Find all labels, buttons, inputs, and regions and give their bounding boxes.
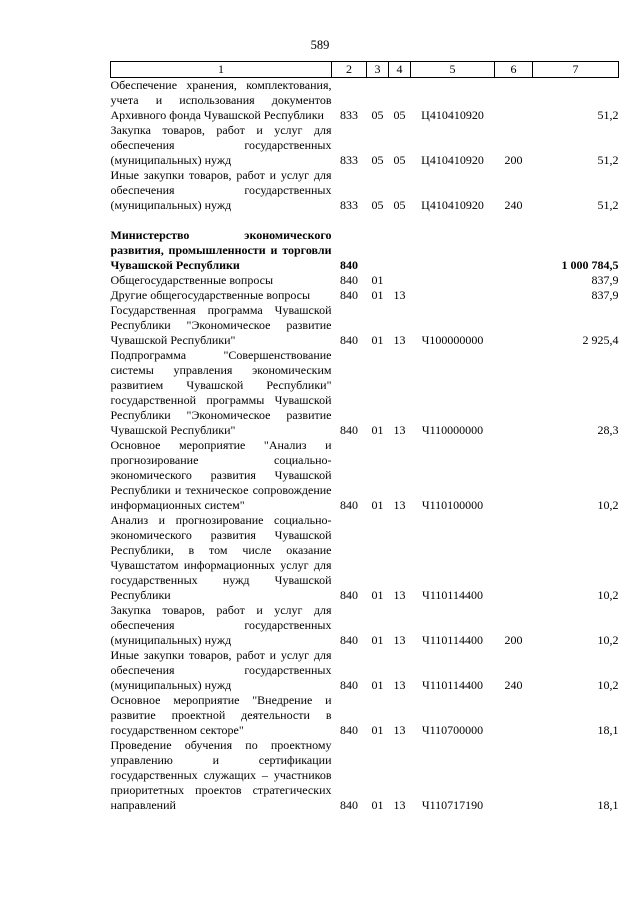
subsection-code-cell: 05 bbox=[393, 198, 406, 212]
column-header-6: 6 bbox=[495, 62, 533, 78]
column-header-3: 3 bbox=[367, 62, 389, 78]
subsection-code-cell bbox=[389, 273, 411, 288]
budget-table bbox=[110, 61, 619, 813]
amount-cell: 10,2 bbox=[597, 633, 619, 647]
spacer-row bbox=[111, 213, 619, 228]
section-code-cell: 01 bbox=[371, 798, 384, 812]
target-article-code-cell: Ч100000000 bbox=[421, 333, 484, 347]
expense-type-code-cell bbox=[495, 78, 533, 124]
expense-type-code-cell: 200 bbox=[504, 633, 523, 647]
section-code-cell: 05 bbox=[371, 153, 384, 167]
target-article-code-cell: Ч110100000 bbox=[421, 498, 484, 512]
expense-type-code-cell bbox=[495, 693, 533, 738]
subsection-code-cell: 13 bbox=[393, 498, 406, 512]
amount-cell: 51,2 bbox=[597, 108, 619, 122]
subsection-code-cell bbox=[389, 228, 411, 273]
expense-type-code-cell bbox=[495, 303, 533, 348]
item-name-cell: Основное мероприятие "Анализ и прогнозирование социально-экономического развития Чувашской Республики и техническое сопровождение информационных систем" bbox=[110, 438, 332, 512]
ministry-code-cell: 840 bbox=[340, 588, 358, 602]
amount-cell: 10,2 bbox=[597, 588, 619, 602]
ministry-code-cell: 840 bbox=[340, 723, 358, 737]
target-article-code-cell: Ч110114400 bbox=[422, 633, 483, 647]
expense-type-code-cell bbox=[495, 438, 533, 513]
item-name-cell: Министерство экономического развития, промышленности и торговли Чувашской Республики bbox=[110, 228, 332, 272]
ministry-code-cell: 833 bbox=[340, 108, 358, 122]
amount-cell: 837,9 bbox=[591, 288, 619, 302]
ministry-code-cell: 840 bbox=[340, 423, 358, 437]
subsection-code-cell: 13 bbox=[393, 588, 406, 602]
table-row bbox=[111, 648, 619, 693]
section-code-cell: 01 bbox=[371, 678, 384, 692]
ministry-code-cell: 833 bbox=[340, 198, 358, 212]
target-article-code-cell bbox=[411, 228, 495, 273]
table-header-row bbox=[111, 62, 619, 78]
ministry-code-cell: 833 bbox=[340, 153, 358, 167]
spacer-cell bbox=[111, 213, 619, 228]
item-name-cell: Другие общегосударственные вопросы bbox=[110, 288, 311, 302]
section-code-cell: 01 bbox=[371, 333, 384, 347]
item-name-cell: Закупка товаров, работ и услуг для обеспечения государственных (муниципальных) нужд bbox=[110, 603, 332, 647]
table-row bbox=[111, 123, 619, 168]
ministry-code-cell: 840 bbox=[340, 498, 358, 512]
table-row bbox=[111, 228, 619, 273]
item-name-cell: Проведение обучения по проектному управлению и сертификации государственных служащих – участников приоритетных проектов стратегических направлений bbox=[110, 738, 332, 812]
ministry-code-cell: 840 bbox=[340, 678, 358, 692]
section-code-cell: 05 bbox=[371, 108, 384, 122]
expense-type-code-cell: 200 bbox=[504, 153, 523, 167]
subsection-code-cell: 13 bbox=[393, 333, 406, 347]
target-article-code-cell: Ц410410920 bbox=[421, 108, 484, 122]
expense-type-code-cell bbox=[495, 288, 533, 303]
amount-cell: 18,1 bbox=[597, 798, 619, 812]
subsection-code-cell: 13 bbox=[393, 723, 406, 737]
section-code-cell: 01 bbox=[371, 273, 384, 287]
table-row bbox=[111, 513, 619, 603]
section-code-cell: 05 bbox=[371, 198, 384, 212]
target-article-code-cell: Ц410410920 bbox=[421, 153, 484, 167]
section-code-cell: 01 bbox=[371, 633, 384, 647]
amount-cell: 1 000 784,5 bbox=[561, 258, 619, 272]
table-row bbox=[111, 603, 619, 648]
section-code-cell: 01 bbox=[371, 288, 384, 302]
target-article-code-cell: Ц410410920 bbox=[421, 198, 484, 212]
amount-cell: 837,9 bbox=[591, 273, 619, 287]
expense-type-code-cell: 240 bbox=[504, 678, 523, 692]
subsection-code-cell: 13 bbox=[393, 633, 406, 647]
target-article-code-cell: Ч110114400 bbox=[422, 678, 483, 692]
item-name-cell: Обеспечение хранения, комплектования, учета и использования документов Архивного фонда Чувашской Республики bbox=[110, 78, 332, 122]
amount-cell: 10,2 bbox=[597, 498, 619, 512]
item-name-cell: Подпрограмма "Совершенствование системы управления экономическим развитием Чувашской Республики" государственной программы Чувашской Республики "Экономическое развитие Чувашской Республики" bbox=[110, 348, 332, 437]
item-name-cell: Общегосударственные вопросы bbox=[110, 273, 274, 287]
amount-cell: 2 925,4 bbox=[582, 333, 619, 347]
column-header-1: 1 bbox=[111, 62, 332, 78]
item-name-cell: Основное мероприятие "Внедрение и развитие проектной деятельности в государственном секторе" bbox=[110, 693, 332, 737]
table-row bbox=[111, 288, 619, 303]
expense-type-code-cell: 240 bbox=[504, 198, 523, 212]
subsection-code-cell: 13 bbox=[393, 423, 406, 437]
item-name-cell: Иные закупки товаров, работ и услуг для обеспечения государственных (муниципальных) нужд bbox=[110, 168, 332, 212]
ministry-code-cell: 840 bbox=[340, 798, 358, 812]
table-row bbox=[111, 303, 619, 348]
column-header-5: 5 bbox=[411, 62, 495, 78]
table-row bbox=[111, 348, 619, 438]
table-row bbox=[111, 78, 619, 124]
expense-type-code-cell bbox=[495, 273, 533, 288]
table-row bbox=[111, 438, 619, 513]
table-row bbox=[111, 738, 619, 813]
target-article-code-cell: Ч110114400 bbox=[422, 588, 483, 602]
amount-cell: 18,1 bbox=[597, 723, 619, 737]
subsection-code-cell: 13 bbox=[393, 288, 406, 302]
subsection-code-cell: 05 bbox=[393, 108, 406, 122]
item-name-cell: Государственная программа Чувашской Республики "Экономическое развитие Чувашской Республики" bbox=[110, 303, 332, 347]
page-number: 589 bbox=[310, 38, 330, 52]
ministry-code-cell: 840 bbox=[340, 333, 358, 347]
target-article-code-cell: Ч110000000 bbox=[421, 423, 484, 437]
ministry-code-cell: 840 bbox=[340, 258, 358, 272]
section-code-cell bbox=[367, 228, 389, 273]
amount-cell: 10,2 bbox=[597, 678, 619, 692]
ministry-code-cell: 840 bbox=[340, 288, 358, 302]
section-code-cell: 01 bbox=[371, 423, 384, 437]
section-code-cell: 01 bbox=[371, 723, 384, 737]
subsection-code-cell: 05 bbox=[393, 153, 406, 167]
section-code-cell: 01 bbox=[371, 588, 384, 602]
expense-type-code-cell bbox=[495, 513, 533, 603]
expense-type-code-cell bbox=[495, 348, 533, 438]
amount-cell: 28,3 bbox=[597, 423, 619, 437]
amount-cell: 51,2 bbox=[597, 198, 619, 212]
column-header-4: 4 bbox=[389, 62, 411, 78]
item-name-cell: Анализ и прогнозирование социально-экономического развития Чувашской Республики, в том числе оказание Чувашстатом информационных услуг для государственных нужд Чувашской Республики bbox=[110, 513, 332, 602]
subsection-code-cell: 13 bbox=[393, 678, 406, 692]
expense-type-code-cell bbox=[495, 228, 533, 273]
target-article-code-cell bbox=[411, 288, 495, 303]
target-article-code-cell: Ч110700000 bbox=[421, 723, 484, 737]
table-row bbox=[111, 168, 619, 213]
amount-cell: 51,2 bbox=[597, 153, 619, 167]
ministry-code-cell: 840 bbox=[340, 273, 358, 287]
table-row bbox=[111, 273, 619, 288]
target-article-code-cell bbox=[411, 273, 495, 288]
item-name-cell: Иные закупки товаров, работ и услуг для обеспечения государственных (муниципальных) нужд bbox=[110, 648, 332, 692]
target-article-code-cell: Ч110717190 bbox=[421, 798, 484, 812]
section-code-cell: 01 bbox=[371, 498, 384, 512]
column-header-7: 7 bbox=[533, 62, 619, 78]
column-header-2: 2 bbox=[332, 62, 367, 78]
expense-type-code-cell bbox=[495, 738, 533, 813]
subsection-code-cell: 13 bbox=[393, 798, 406, 812]
item-name-cell: Закупка товаров, работ и услуг для обеспечения государственных (муниципальных) нужд bbox=[110, 123, 332, 167]
table-body bbox=[111, 78, 619, 814]
ministry-code-cell: 840 bbox=[340, 633, 358, 647]
table-row bbox=[111, 693, 619, 738]
